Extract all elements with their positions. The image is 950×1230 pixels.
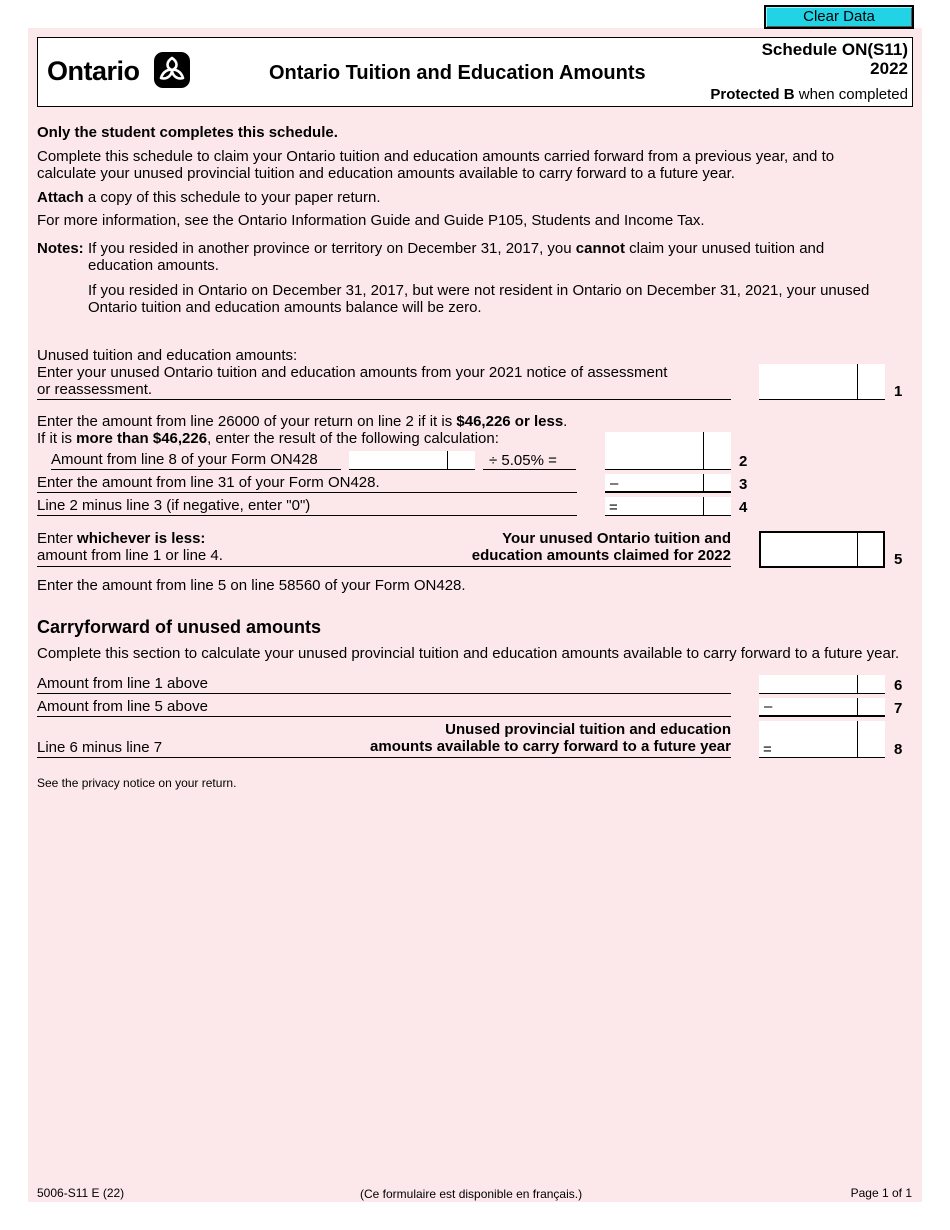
line3-minus-sign: – [610,475,619,492]
line3-amount-field[interactable] [605,474,731,493]
line2-rate-rule [483,469,576,470]
line3-text: Enter the amount from line 31 of your Form ON428. [37,474,380,491]
line6-amount-field[interactable] [759,675,885,694]
line2-amount-field[interactable] [605,432,731,470]
notes-label: Notes: [37,240,84,257]
line7-amount-field[interactable] [759,698,885,717]
intro-para-line2: calculate your unused provincial tuition and education amounts available to carry forward to a future year. [37,165,735,182]
line5-rule [37,566,731,567]
line5-amount-field[interactable] [759,531,885,568]
line7-rule [37,716,731,717]
more-info-note: For more information, see the Ontario Information Guide and Guide P105, Students and Income Tax. [37,212,705,229]
carryforward-description: Complete this section to calculate your unused provincial tuition and education amounts available to carry forward to a future year. [37,645,900,662]
note1-line1: If you resided in another province or territory on December 31, 2017, you cannot claim your unused tuition and [88,240,825,257]
line7-number: 7 [894,700,903,717]
carryforward-heading: Carryforward of unused amounts [37,617,322,637]
line6-text: Amount from line 1 above [37,675,208,692]
line8-amount-field[interactable] [349,451,475,470]
line3-rule [37,492,577,493]
student-only-note: Only the student completes this schedule. [37,124,338,141]
line2-cents-divider [703,432,704,470]
ontario-logo-text: Ontario [47,56,140,86]
line1-text1: Enter your unused Ontario tuition and education amounts from your 2021 notice of assessment [37,364,668,381]
line5-text2: amount from line 1 or line 4. [37,547,223,564]
line8-cents-divider [447,451,448,470]
line1-heading: Unused tuition and education amounts: [37,347,298,364]
line2-text1: Enter the amount from line 26000 of your return on line 2 if it is $46,226 or less. [37,413,568,430]
line8-rule [37,757,731,758]
line1-amount-field[interactable] [759,364,885,400]
attach-note: Attach a copy of this schedule to your paper return. [37,189,381,206]
line4-amount-field[interactable] [605,497,731,516]
line1-cents-divider [857,364,858,400]
note1-line2: education amounts. [88,257,219,274]
line4-equals-sign: = [609,499,618,516]
line7-text: Amount from line 5 above [37,698,208,715]
line7-minus-sign: – [764,698,773,715]
line1-rule [37,399,731,400]
intro-para-line1: Complete this schedule to claim your Ontario tuition and education amounts carried forward from a previous year, and to [37,148,835,165]
line7-cents-divider [857,698,858,717]
line4-rule [37,515,577,516]
line8-equals-sign: = [763,741,772,758]
line6-number: 6 [894,677,903,694]
line1-text2: or reassessment. [37,381,153,398]
line5-note: Enter the amount from line 5 on line 58560 of your Form ON428. [37,577,466,594]
line8-label2: amounts available to carry forward to a future year [370,738,731,755]
line2-number: 2 [739,453,748,470]
form-code: 5006-S11 E (22) [37,1186,125,1200]
line2-text2: If it is more than $46,226, enter the result of the following calculation: [37,430,499,447]
line4-cents-divider [703,497,704,516]
schedule-id [762,40,908,78]
schedule-year: 2022 [870,59,908,78]
line4-text: Line 2 minus line 3 (if negative, enter "0") [37,497,311,514]
trillium-icon [154,52,190,88]
line8-number: 8 [894,741,903,758]
line3-number: 3 [739,476,748,493]
line8-cents-divider [857,721,858,758]
clear-data-button[interactable]: Clear Data [764,5,914,29]
form-header [37,37,913,107]
line5-label2: education amounts claimed for 2022 [471,547,731,564]
line5-label1: Your unused Ontario tuition and [502,530,731,547]
line1-number: 1 [894,383,903,400]
line2-divide-rate: ÷ 5.05% = [489,452,557,469]
note2-line2: Ontario tuition and education amounts balance will be zero. [88,299,482,316]
line8-amount-field[interactable] [759,721,885,758]
line6-rule [37,693,731,694]
page-number: Page 1 of 1 [850,1186,912,1200]
privacy-notice: See the privacy notice on your return. [37,776,237,790]
line5-text1: Enter whichever is less: [37,530,206,547]
line2-calc-label: Amount from line 8 of your Form ON428 [51,451,318,468]
line5-cents-divider [857,531,858,568]
line3-cents-divider [703,474,704,493]
form-title: Ontario Tuition and Education Amounts [269,62,646,84]
line8-label1: Unused provincial tuition and education [445,721,731,738]
schedule-name: Schedule ON(S11) [761,40,908,59]
line5-number: 5 [894,551,903,568]
line4-number: 4 [739,499,748,516]
line6-cents-divider [857,675,858,694]
french-availability: (Ce formulaire est disponible en français.) [360,1187,583,1201]
line2-calc-rule [51,469,341,470]
protected-label: Protected B when completed [710,86,908,103]
note2-line1: If you resided in Ontario on December 31, 2017, but were not resident in Ontario on December 31, 2021, your unused [88,282,870,299]
line8-text: Line 6 minus line 7 [37,739,163,756]
